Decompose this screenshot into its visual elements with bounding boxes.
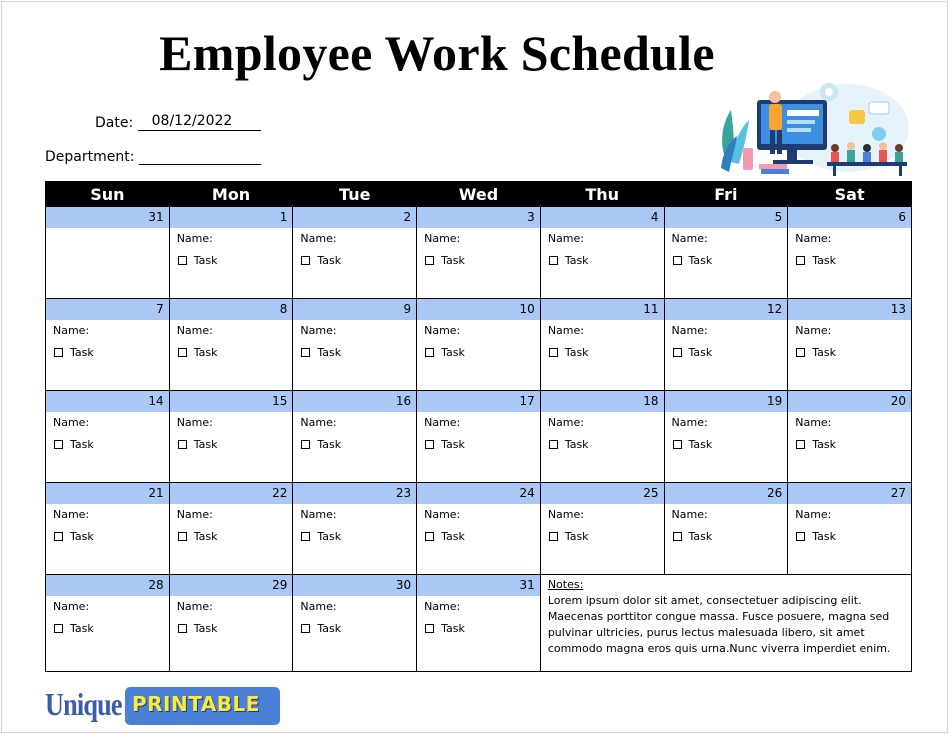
- day-number: 21: [46, 483, 169, 504]
- notes-cell: [540, 575, 911, 672]
- task-label: Task: [441, 622, 465, 635]
- day-cell: [46, 575, 170, 672]
- task-label: Task: [688, 438, 713, 451]
- day-cell: [293, 299, 417, 391]
- day-number: 11: [541, 299, 664, 320]
- employee-name-field[interactable]: Name:: [53, 416, 90, 429]
- task-checkbox[interactable]: [425, 348, 434, 357]
- task-checkbox[interactable]: [549, 348, 558, 357]
- task-label: Task: [812, 346, 836, 359]
- weekday-header-row: [46, 182, 912, 207]
- task-row: [293, 529, 416, 545]
- task-checkbox[interactable]: [54, 532, 63, 541]
- task-row: [417, 345, 540, 361]
- employee-name-field[interactable]: Name:: [176, 600, 213, 613]
- task-checkbox[interactable]: [425, 532, 434, 541]
- employee-name-field[interactable]: Name:: [795, 508, 832, 521]
- day-number: 22: [170, 483, 293, 504]
- employee-name-field[interactable]: Name:: [424, 600, 461, 613]
- weekday-header: Mon: [169, 182, 293, 207]
- employee-name-field[interactable]: Name:: [176, 324, 213, 337]
- logo-word-unique: Unique: [45, 686, 122, 722]
- task-row: [665, 345, 788, 361]
- day-number: 26: [665, 483, 788, 504]
- task-label: Task: [193, 254, 218, 267]
- task-label: Task: [441, 530, 465, 543]
- date-label: Date:: [95, 115, 134, 131]
- schedule-page: [1, 1, 948, 733]
- week-row: [46, 575, 912, 672]
- day-cell: [540, 483, 664, 575]
- day-cell: [46, 391, 170, 483]
- weekday-header: Tue: [293, 182, 417, 207]
- day-cell: [540, 207, 664, 299]
- day-cell: [417, 391, 541, 483]
- task-row: [170, 253, 293, 269]
- task-label: Task: [70, 530, 94, 543]
- department-field: [45, 147, 261, 165]
- task-row: [417, 437, 540, 453]
- employee-name-field[interactable]: Name:: [176, 232, 213, 245]
- task-row: [665, 437, 788, 453]
- task-label: Task: [193, 346, 218, 359]
- task-checkbox[interactable]: [301, 624, 310, 633]
- day-number: 28: [46, 575, 169, 596]
- task-label: Task: [70, 438, 94, 451]
- task-label: Task: [564, 438, 589, 451]
- task-label: Task: [812, 254, 836, 267]
- day-number: 19: [665, 391, 788, 412]
- day-number: 3: [417, 207, 540, 228]
- task-row: [293, 621, 416, 637]
- day-cell: [664, 299, 788, 391]
- day-cell: [788, 299, 912, 391]
- employee-name-field[interactable]: Name:: [300, 324, 337, 337]
- day-cell: [293, 391, 417, 483]
- department-label: Department:: [45, 149, 135, 165]
- task-row: [293, 253, 416, 269]
- task-checkbox[interactable]: [796, 440, 805, 449]
- calendar-grid: [45, 181, 912, 672]
- week-row: [46, 207, 912, 299]
- task-row: [170, 529, 293, 545]
- day-number: 7: [46, 299, 169, 320]
- team-meeting-illustration: [717, 80, 911, 180]
- day-number: 31: [417, 575, 540, 596]
- notes-title: Notes:: [547, 578, 584, 591]
- day-cell: [169, 575, 293, 672]
- employee-name-field[interactable]: Name:: [547, 508, 584, 521]
- task-checkbox[interactable]: [673, 440, 682, 449]
- day-number: 15: [170, 391, 293, 412]
- task-label: Task: [70, 346, 94, 359]
- task-checkbox[interactable]: [178, 440, 187, 449]
- day-number: 8: [170, 299, 293, 320]
- task-row: [788, 437, 911, 453]
- day-number: 30: [293, 575, 416, 596]
- day-number: 31: [46, 207, 169, 228]
- task-label: Task: [193, 530, 218, 543]
- department-input[interactable]: [139, 147, 261, 165]
- task-row: [170, 345, 293, 361]
- task-row: [417, 621, 540, 637]
- day-number: 6: [788, 207, 911, 228]
- employee-name-field[interactable]: Name:: [547, 232, 584, 245]
- day-cell: [417, 575, 541, 672]
- task-row: [665, 529, 788, 545]
- task-row: [417, 253, 540, 269]
- task-checkbox[interactable]: [54, 348, 63, 357]
- day-number: 2: [293, 207, 416, 228]
- task-checkbox[interactable]: [549, 256, 558, 265]
- day-number: 18: [541, 391, 664, 412]
- date-input[interactable]: 08/12/2022: [138, 113, 261, 131]
- employee-name-field[interactable]: Name:: [547, 416, 584, 429]
- date-field: [95, 113, 261, 131]
- task-checkbox[interactable]: [796, 256, 805, 265]
- task-checkbox[interactable]: [301, 348, 310, 357]
- employee-name-field[interactable]: Name:: [53, 508, 90, 521]
- week-row: [46, 299, 912, 391]
- task-label: Task: [564, 254, 589, 267]
- logo-word-printable: PRINTABLE: [132, 692, 260, 716]
- task-checkbox[interactable]: [673, 348, 682, 357]
- page-title: Employee Work Schedule: [159, 25, 715, 81]
- weekday-header: Fri: [664, 182, 788, 207]
- day-cell: [169, 391, 293, 483]
- task-checkbox[interactable]: [673, 256, 682, 265]
- employee-name-field[interactable]: Name:: [424, 508, 461, 521]
- day-cell: [169, 483, 293, 575]
- task-row: [541, 253, 664, 269]
- notes-box: [541, 575, 911, 659]
- day-cell: [293, 483, 417, 575]
- task-label: Task: [317, 622, 342, 635]
- task-row: [788, 529, 911, 545]
- employee-name-field[interactable]: Name:: [795, 232, 832, 245]
- task-row: [293, 345, 416, 361]
- task-label: Task: [688, 530, 713, 543]
- employee-name-field[interactable]: Name:: [53, 324, 90, 337]
- task-label: Task: [812, 530, 836, 543]
- task-checkbox[interactable]: [301, 440, 310, 449]
- day-cell: [664, 391, 788, 483]
- task-checkbox[interactable]: [673, 532, 682, 541]
- day-number: 13: [788, 299, 911, 320]
- task-checkbox[interactable]: [54, 440, 63, 449]
- day-cell: [664, 483, 788, 575]
- task-label: Task: [441, 438, 465, 451]
- day-cell: [417, 299, 541, 391]
- employee-name-field[interactable]: Name:: [795, 324, 832, 337]
- task-label: Task: [193, 622, 218, 635]
- task-row: [46, 345, 169, 361]
- employee-name-field[interactable]: Name:: [671, 324, 708, 337]
- employee-name-field[interactable]: Name:: [424, 232, 461, 245]
- task-row: [170, 621, 293, 637]
- task-label: Task: [317, 530, 342, 543]
- task-label: Task: [564, 530, 589, 543]
- day-number: 23: [293, 483, 416, 504]
- day-cell: [46, 299, 170, 391]
- day-number: 4: [541, 207, 664, 228]
- task-checkbox[interactable]: [54, 624, 63, 633]
- day-number: 12: [665, 299, 788, 320]
- task-checkbox[interactable]: [796, 532, 805, 541]
- task-checkbox[interactable]: [549, 440, 558, 449]
- employee-name-field[interactable]: Name:: [671, 232, 708, 245]
- day-cell: [540, 391, 664, 483]
- day-number: 24: [417, 483, 540, 504]
- task-row: [46, 529, 169, 545]
- task-row: [541, 345, 664, 361]
- employee-name-field[interactable]: Name:: [795, 416, 832, 429]
- day-cell: [417, 483, 541, 575]
- day-cell: [788, 391, 912, 483]
- day-number: 14: [46, 391, 169, 412]
- task-checkbox[interactable]: [301, 256, 310, 265]
- employee-name-field[interactable]: Name:: [300, 508, 337, 521]
- weekday-header: Sun: [46, 182, 170, 207]
- day-cell: [664, 207, 788, 299]
- task-checkbox[interactable]: [425, 256, 434, 265]
- day-number: 10: [417, 299, 540, 320]
- day-cell: [293, 207, 417, 299]
- task-row: [541, 437, 664, 453]
- day-cell: [788, 207, 912, 299]
- employee-name-field[interactable]: Name:: [300, 600, 337, 613]
- task-label: Task: [441, 254, 465, 267]
- employee-name-field[interactable]: Name:: [671, 508, 708, 521]
- task-checkbox[interactable]: [549, 532, 558, 541]
- task-checkbox[interactable]: [301, 532, 310, 541]
- week-row: [46, 391, 912, 483]
- day-number: 20: [788, 391, 911, 412]
- employee-name-field[interactable]: Name:: [300, 416, 337, 429]
- day-cell: [788, 483, 912, 575]
- day-cell: [46, 207, 170, 299]
- day-number: 5: [665, 207, 788, 228]
- task-label: Task: [317, 438, 342, 451]
- day-cell: [46, 483, 170, 575]
- week-row: [46, 483, 912, 575]
- task-row: [46, 437, 169, 453]
- task-row: [788, 345, 911, 361]
- employee-name-field[interactable]: Name:: [671, 416, 708, 429]
- task-row: [665, 253, 788, 269]
- task-label: Task: [812, 438, 836, 451]
- task-label: Task: [317, 346, 342, 359]
- task-row: [417, 529, 540, 545]
- weekday-header: Thu: [540, 182, 664, 207]
- task-checkbox[interactable]: [178, 624, 187, 633]
- day-number: 9: [293, 299, 416, 320]
- weekday-header: Wed: [417, 182, 541, 207]
- task-row: [293, 437, 416, 453]
- employee-name-field[interactable]: Name:: [424, 416, 461, 429]
- day-number: 17: [417, 391, 540, 412]
- task-checkbox[interactable]: [178, 532, 187, 541]
- day-number: 25: [541, 483, 664, 504]
- day-number: 29: [170, 575, 293, 596]
- task-row: [541, 529, 664, 545]
- task-label: Task: [441, 346, 465, 359]
- task-checkbox[interactable]: [178, 348, 187, 357]
- task-checkbox[interactable]: [425, 440, 434, 449]
- task-checkbox[interactable]: [425, 624, 434, 633]
- task-label: Task: [193, 438, 218, 451]
- day-number: 27: [788, 483, 911, 504]
- task-row: [788, 253, 911, 269]
- day-cell: [293, 575, 417, 672]
- task-label: Task: [317, 254, 342, 267]
- task-label: Task: [688, 254, 713, 267]
- day-number: 1: [170, 207, 293, 228]
- task-row: [170, 437, 293, 453]
- day-cell: [540, 299, 664, 391]
- weekday-header: Sat: [788, 182, 912, 207]
- day-cell: [169, 207, 293, 299]
- employee-name-field[interactable]: Name:: [424, 324, 461, 337]
- task-checkbox[interactable]: [178, 256, 187, 265]
- day-number: 16: [293, 391, 416, 412]
- day-cell: [169, 299, 293, 391]
- employee-name-field[interactable]: Name:: [300, 232, 337, 245]
- notes-text: Lorem ipsum dolor sit amet, consectetuer adipiscing elit. Maecenas porttitor congue massa. Fusce posuere, magna sed pulvinar ultricies, purus lectus malesuada libero, sit amet commodo magna eros quis urna.Nunc viverra imperdiet enim.: [547, 594, 891, 655]
- employee-name-field[interactable]: Name:: [547, 324, 584, 337]
- task-label: Task: [564, 346, 589, 359]
- task-checkbox[interactable]: [796, 348, 805, 357]
- task-label: Task: [688, 346, 713, 359]
- employee-name-field[interactable]: Name:: [53, 600, 90, 613]
- employee-name-field[interactable]: Name:: [176, 416, 213, 429]
- task-label: Task: [70, 622, 94, 635]
- task-row: [46, 621, 169, 637]
- day-cell: [417, 207, 541, 299]
- employee-name-field[interactable]: Name:: [176, 508, 213, 521]
